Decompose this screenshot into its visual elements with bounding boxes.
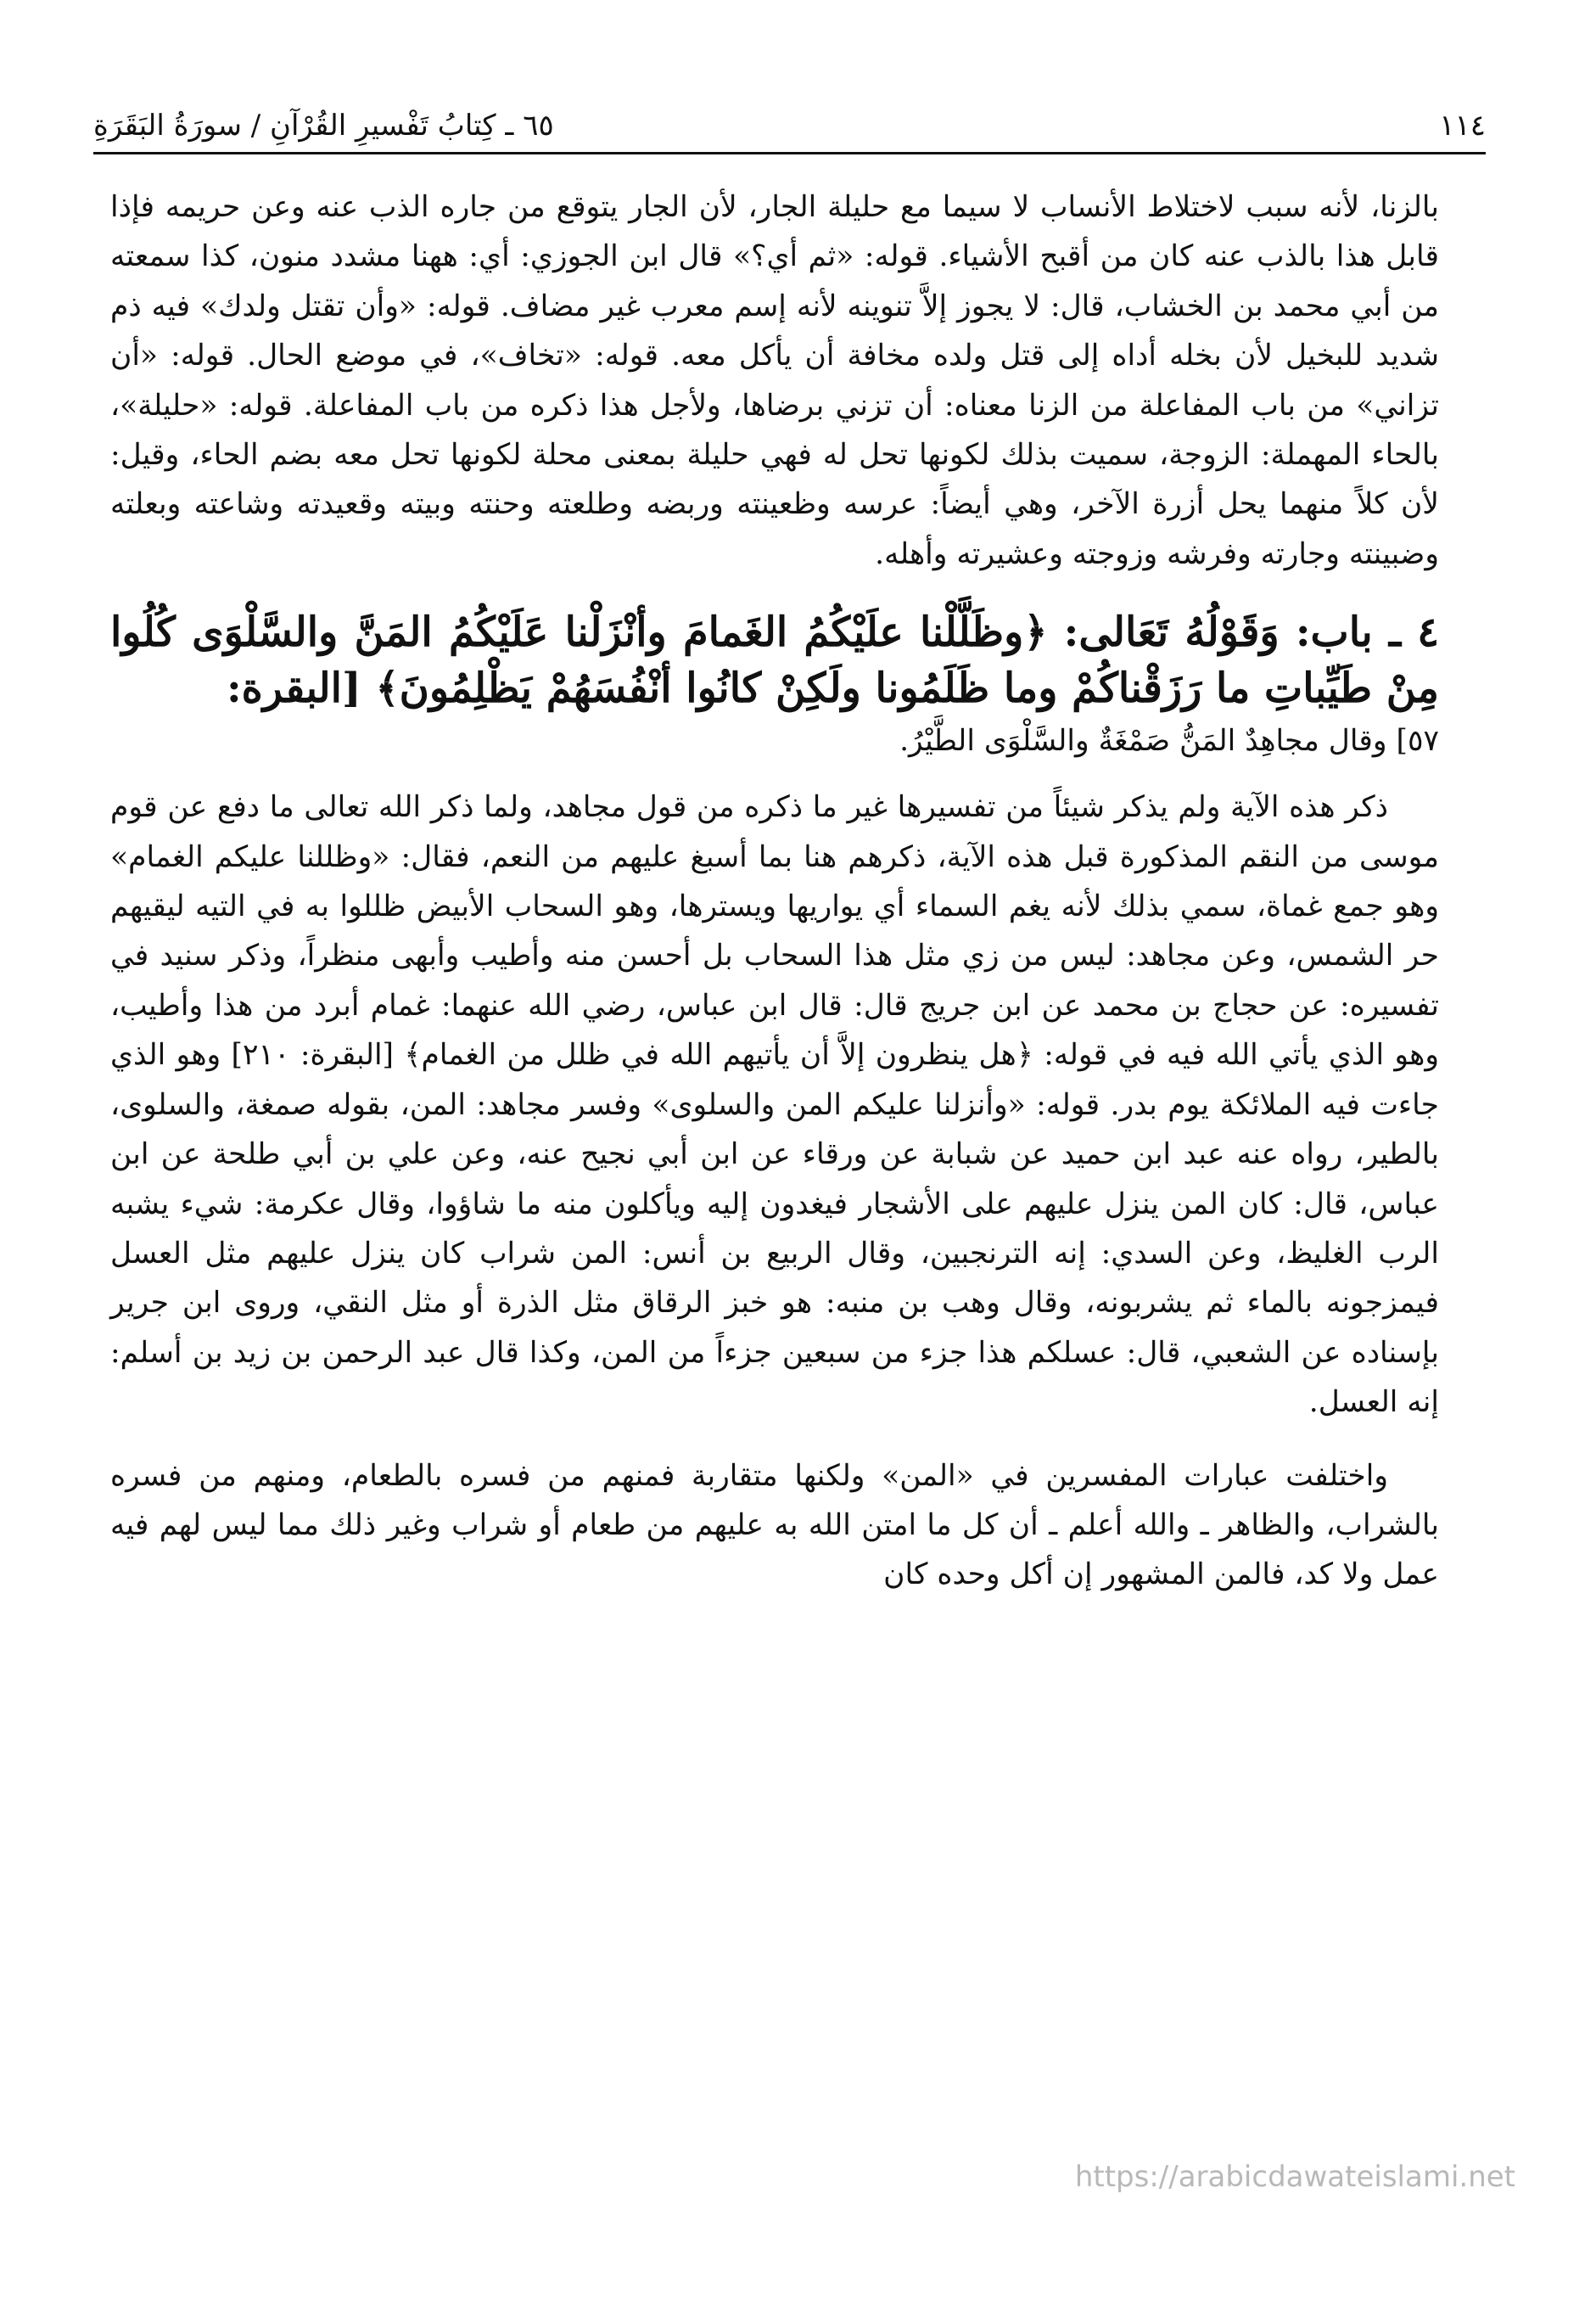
paragraph-hadith-commentary: بالزنا، لأنه سبب لاختلاط الأنساب لا سيما مع حليلة الجار، لأن الجار يتوقع من جاره الذب عنه وعن حريمه فإذا قابل هذا بالذب عنه كان من أقبح الأشياء. قوله: «ثم أي؟» قال ابن الجوزي: أي: ههنا مشدد منون، كذا سمعته من أبي محمد بن الخشاب، قال: لا يجوز إلاَّ تنوينه لأنه إسم معرب غير مضاف. قوله: «وأن تقتل ولدك» فيه ذم شديد للبخيل لأن بخله أداه إلى قتل ولده مخافة أن يأكل معه. قوله: «تخاف»، في موضع الحال. قوله: «أن تزاني» من باب المفاعلة من الزنا معناه: أن تزني برضاها، ولأجل هذا ذكره من باب المفاعلة. قوله: «حليلة»، بالحاء المهملة: الزوجة، سميت بذلك لكونها تحل له فهي حليلة بمعنى محلة لكونها تحل معه بضم الحاء، وقيل: لأن كلاً منهما يحل أزرة الآخر، وهي أيضاً: عرسه وظعينته وربضه وطلعته وحنته وبيته وقعيدته وشاعته وبعلته وضبينته وجارته وفرشه وزوجته وعشيرته وأهله. [110,190,1439,571]
paragraph-mann: واختلفت عبارات المفسرين في «المن» ولكنها متقاربة فمنهم من فسره بالطعام، ومنهم من فسره بالشراب، والظاهر ـ والله أعلم ـ أن كل ما امتن الله به عليهم من طعام أو شراب وغير ذلك مما ليس لهم فيه عمل ولا كد، فالمن المشهور إن أكل وحده كان [110,1458,1439,1592]
paragraph-tafsir: ذكر هذه الآية ولم يذكر شيئاً من تفسيرها غير ما ذكره من قول مجاهد، ولما ذكر الله تعالى ما دفع عن قوم موسى من النقم المذكورة قبل هذه الآية، ذكرهم هنا بما أسبغ عليهم من النعم، فقال: «وظللنا عليكم الغمام» وهو جمع غماة، سمي بذلك لأنه يغم السماء أي يواريها ويسترها، وهو السحاب الأبيض ظللوا به في التيه ليقيهم حر الشمس، وعن مجاهد: ليس من زي مثل هذا السحاب بل أحسن منه وأطيب وأبهى منظراً، وذكر سنيد في تفسيره: عن حجاج بن محمد عن ابن جريج قال: قال ابن عباس، رضي الله عنهما: غمام أبرد من هذا وأطيب، وهو الذي يأتي الله فيه في قوله: ﴿هل ينظرون إلاَّ أن يأتيهم الله في ظلل من الغمام﴾ [البقرة: ٢١٠] وهو الذي جاءت فيه الملائكة يوم بدر. قوله: «وأنزلنا عليكم المن والسلوى» وفسر مجاهد: المن، بقوله صمغة، والسلوى، بالطير، رواه عنه عبد ابن حميد عن شبابة عن ورقاء عن ابن أبي نجيح عنه، وعن علي بن أبي طلحة عن ابن عباس، قال: كان المن ينزل عليهم على الأشجار فيغدون إليه ويأكلون منه ما شاؤوا، وقال عكرمة: شيء يشبه الرب الغليظ، وعن السدي: إنه الترنجبين، وقال الربيع بن أنس: المن شراب كان ينزل عليهم مثل العسل فيمزجونه بالماء ثم يشربونه، وقال وهب بن منبه: هو خبز الرقاق مثل الذرة أو مثل النقي، وروى ابن جرير بإسناده عن الشعبي، قال: عسلكم هذا جزء من سبعين جزءاً من المن، وكذا قال عبد الرحمن بن زيد بن أسلم: إنه العسل. [110,790,1440,1420]
watermark-url: https://arabicdawateislami.net [1074,2160,1515,2194]
page-header [93,92,1486,143]
header-rule [93,152,1486,154]
page-body [110,182,1439,1600]
paragraph-gap [110,1428,1439,1451]
page-number: ١١٤ [1439,109,1486,143]
chapter-heading-tail: ٥٧] وقال مجاهِدٌ المَنُّ صَمْغَةٌ والسَّلْوَى الطَّيْرُ. [899,724,1439,759]
running-title: ٦٥ ـ كِتابُ تَفْسيرِ القُرْآنِ / سورَةُ البَقَرَةِ [93,109,554,143]
chapter-heading: ٤ ـ باب: وَقَوْلُهُ تَعَالى: ﴿وظَلَّلْنا علَيْكُمُ الغَمامَ وأنْزَلْنا عَلَيْكُمُ المَنَّ والسَّلْوَى كُلُوا مِنْ طَيِّباتِ ما رَزَقْناكُمْ وما ظَلَمُونا ولَكِنْ كانُوا أنْفُسَهُمْ يَظْلِمُونَ﴾ [البقرة: [110,609,1439,713]
